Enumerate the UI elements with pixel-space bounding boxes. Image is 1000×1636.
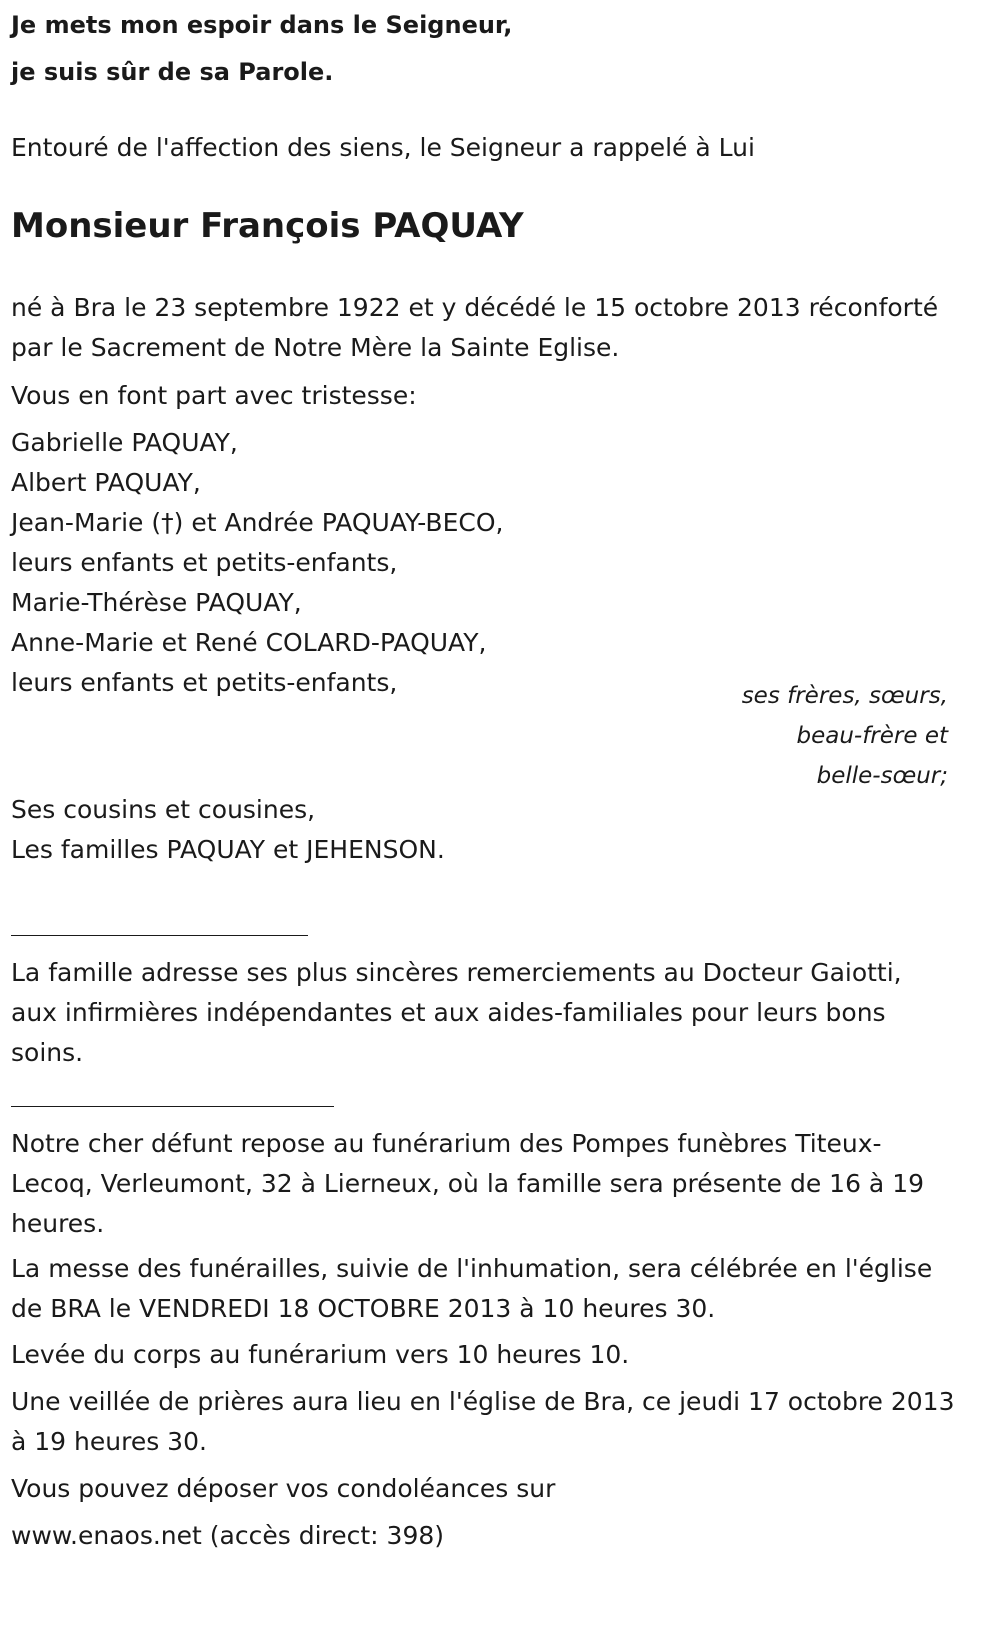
family-member: Jean-Marie (†) et Andrée PAQUAY-BECO,	[11, 508, 504, 537]
deceased-name: Monsieur François PAQUAY	[11, 206, 524, 246]
thanks-line: aux infirmières indépendantes et aux aides-familiales pour leurs bons	[11, 998, 886, 1027]
thanks-line: La famille adresse ses plus sincères remerciements au Docteur Gaiotti,	[11, 958, 902, 987]
birth-death-line-1: né à Bra le 23 septembre 1922 et y décédé le 15 octobre 2013 réconforté	[11, 293, 939, 322]
thanks-paragraph	[11, 953, 902, 1073]
repose-line: Lecoq, Verleumont, 32 à Lierneux, où la famille sera présente de 16 à 19	[11, 1169, 925, 1198]
repose-line: heures.	[11, 1209, 105, 1238]
separator-line	[11, 935, 308, 936]
condolences-text: Vous pouvez déposer vos condoléances sur	[11, 1474, 556, 1503]
other-relatives	[11, 790, 445, 870]
separator-line	[11, 1106, 334, 1107]
mass-line: de BRA le VENDREDI 18 OCTOBRE 2013 à 10 heures 30.	[11, 1294, 716, 1323]
vigil-line: à 19 heures 30.	[11, 1427, 207, 1456]
relation-note	[742, 676, 948, 796]
family-list	[11, 423, 503, 703]
thanks-line: soins.	[11, 1038, 84, 1067]
repose-line: Notre cher défunt repose au funérarium des Pompes funèbres Titeux-	[11, 1129, 882, 1158]
epigraph-line-1: Je mets mon espoir dans le Seigneur,	[11, 11, 513, 39]
epigraph-line-2: je suis sûr de sa Parole.	[11, 58, 334, 86]
other-relative: Ses cousins et cousines,	[11, 795, 316, 824]
vigil-line: Une veillée de prières aura lieu en l'église de Bra, ce jeudi 17 octobre 2013	[11, 1387, 955, 1416]
relation-line: beau-frère et	[796, 723, 948, 749]
family-member: Gabrielle PAQUAY,	[11, 428, 238, 457]
family-member: Anne-Marie et René COLARD-PAQUAY,	[11, 628, 487, 657]
family-member: leurs enfants et petits-enfants,	[11, 548, 398, 577]
family-member: Albert PAQUAY,	[11, 468, 201, 497]
levee-text: Levée du corps au funérarium vers 10 heures 10.	[11, 1340, 630, 1369]
vigil-paragraph	[11, 1382, 955, 1462]
other-relative: Les familles PAQUAY et JEHENSON.	[11, 835, 445, 864]
family-member: leurs enfants et petits-enfants,	[11, 668, 398, 697]
relation-line: belle-sœur;	[816, 763, 948, 789]
mass-paragraph	[11, 1249, 932, 1329]
family-member: Marie-Thérèse PAQUAY,	[11, 588, 302, 617]
repose-paragraph	[11, 1124, 924, 1244]
condolences-link[interactable]: www.enaos.net (accès direct: 398)	[11, 1521, 445, 1550]
mass-line: La messe des funérailles, suivie de l'inhumation, sera célébrée en l'église	[11, 1254, 933, 1283]
birth-death-line-2: par le Sacrement de Notre Mère la Sainte Eglise.	[11, 333, 620, 362]
relation-line: ses frères, sœurs,	[741, 683, 948, 709]
intro-text: Entouré de l'affection des siens, le Seigneur a rappelé à Lui	[11, 133, 755, 162]
announcement-text: Vous en font part avec tristesse:	[11, 381, 417, 410]
